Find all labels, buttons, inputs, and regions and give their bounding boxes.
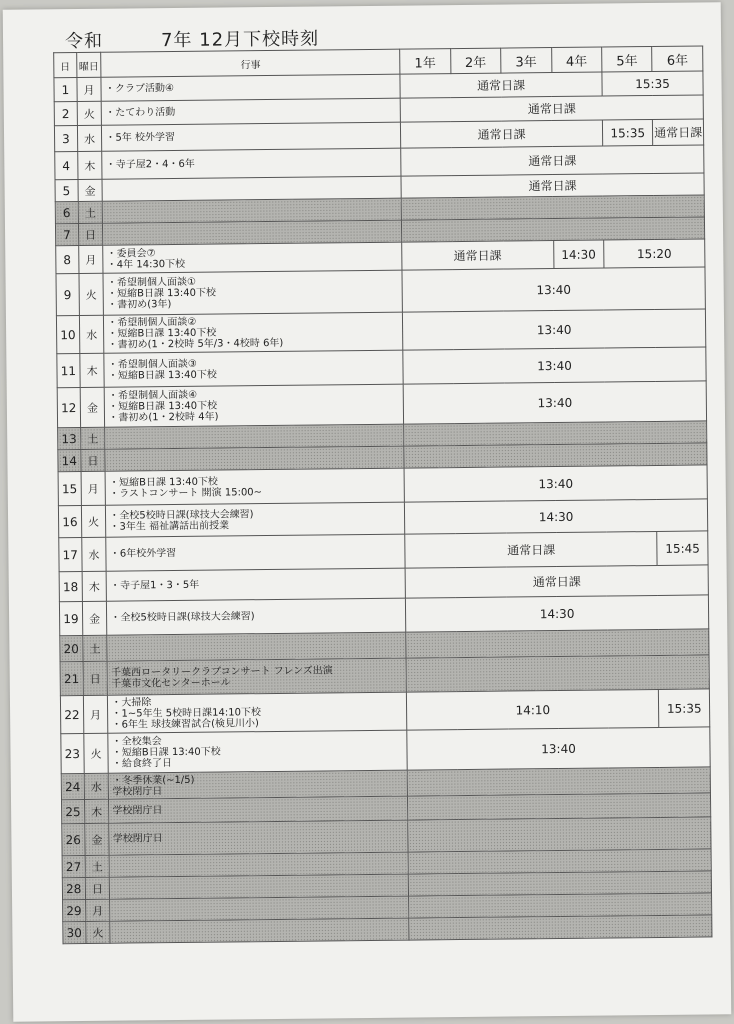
header-events: 行事: [101, 49, 400, 77]
event-line: ・全校5校時日課(球技大会練習): [109, 508, 254, 522]
dismissal-time-cell: [401, 195, 704, 220]
events-cell: [109, 820, 408, 855]
schedule-body: [54, 71, 712, 944]
dismissal-time-cell: 13:40: [403, 381, 706, 424]
dismissal-time-cell: 13:40: [404, 465, 707, 502]
event-line: [109, 435, 404, 438]
dismissal-time-cell: 15:20: [604, 239, 705, 268]
dismissal-time-cell: [409, 893, 712, 918]
weekday-cell: 月: [85, 899, 110, 921]
events-cell: [106, 534, 405, 571]
dismissal-time-cell: 13:40: [403, 309, 706, 350]
events-cell: [107, 658, 406, 695]
header-grade-2: 2年: [450, 48, 501, 74]
header-day: 日: [54, 53, 77, 78]
day-cell: 11: [57, 354, 80, 388]
day-cell: 13: [58, 427, 81, 449]
day-cell: 20: [60, 635, 83, 661]
day-cell: 14: [58, 449, 81, 471]
dismissal-time-cell: 13:40: [402, 267, 705, 312]
dismissal-time-cell: [406, 655, 709, 692]
dismissal-time-cell: 通常日課: [405, 565, 708, 598]
weekday-cell: 月: [77, 77, 102, 101]
event-line: ・6年校外学習: [109, 548, 177, 560]
event-line: ・寺子屋1・3・5年: [110, 579, 200, 592]
events-cell: [103, 220, 402, 245]
event-line: [106, 209, 401, 212]
dismissal-time-cell: 通常日課: [401, 120, 603, 148]
header-weekday: 曜日: [76, 52, 101, 77]
event-line: ・ラストコンサート 開演 15:00~: [109, 486, 263, 500]
dismissal-time-cell: 14:30: [406, 595, 709, 632]
event-line: [114, 929, 409, 932]
events-cell: [101, 74, 400, 101]
header-grade-5: 5年: [602, 46, 653, 72]
event-line: ・委員会⑦: [106, 247, 156, 260]
day-cell: 6: [55, 202, 78, 224]
events-cell: [102, 176, 401, 201]
dismissal-time-cell: 14:30: [405, 499, 708, 534]
event-line: ・書初め(1・2校時 4年): [108, 411, 219, 424]
events-cell: [108, 692, 407, 733]
event-line: ・希望制個人面談②: [107, 316, 197, 329]
event-line: ・寺子屋2・4・6年: [105, 158, 195, 171]
events-cell: [110, 918, 409, 943]
event-line: ・短縮B日課 13:40下校: [107, 327, 217, 340]
day-cell: 19: [59, 601, 82, 635]
events-cell: [105, 424, 404, 449]
day-cell: 2: [54, 102, 77, 126]
event-line: [106, 231, 401, 234]
day-cell: 10: [56, 316, 79, 354]
event-line: 学校閉庁日: [112, 785, 163, 798]
events-cell: [109, 770, 408, 799]
dismissal-time-cell: 15:45: [657, 531, 708, 566]
header-grade-6: 6年: [652, 46, 703, 72]
weekday-cell: 木: [77, 151, 102, 179]
day-cell: 30: [63, 921, 86, 943]
event-line: ・6年生 球技練習試合(検見川小): [111, 718, 259, 731]
weekday-cell: 日: [78, 223, 103, 245]
event-line: ・大掃除: [111, 697, 152, 709]
dismissal-time-cell: [407, 767, 710, 796]
weekday-cell: 日: [83, 661, 108, 695]
event-line: ・5年 校外学習: [105, 131, 176, 144]
events-cell: [107, 598, 406, 635]
dismissal-time-cell: [408, 793, 711, 820]
table-row: [61, 727, 710, 774]
event-line: ・短縮B日課 13:40下校: [108, 400, 218, 413]
header-grade-4: 4年: [551, 47, 602, 73]
day-cell: 4: [55, 152, 78, 180]
day-cell: 12: [57, 388, 80, 428]
event-line: 学校閉庁日: [112, 805, 163, 817]
weekday-cell: 火: [79, 273, 104, 315]
events-cell: [109, 796, 408, 823]
day-cell: 15: [58, 471, 81, 505]
weekday-cell: 木: [82, 571, 107, 601]
events-cell: [102, 122, 401, 151]
dismissal-time-cell: 通常日課: [402, 241, 554, 271]
day-cell: 29: [63, 899, 86, 921]
weekday-cell: 土: [82, 635, 107, 661]
dismissal-time-cell: 通常日課: [400, 72, 602, 98]
day-cell: 22: [60, 695, 83, 733]
events-cell: [104, 312, 403, 353]
event-line: ・3年生 福祉講話出前授業: [109, 519, 230, 533]
event-line: ・給食終了日: [111, 758, 173, 770]
weekday-cell: 水: [79, 315, 104, 353]
events-cell: [105, 446, 404, 471]
day-cell: 16: [58, 505, 81, 537]
event-line: ・たてわり活動: [105, 106, 176, 119]
day-cell: 21: [60, 661, 83, 695]
events-cell: [103, 242, 402, 273]
weekday-cell: 火: [85, 921, 110, 943]
event-line: ・希望制個人面談④: [108, 389, 198, 402]
event-line: [114, 907, 409, 910]
event-line: ・全校5校時日課(球技大会練習): [110, 611, 255, 624]
weekday-cell: 水: [84, 773, 109, 799]
dismissal-time-cell: 通常日課: [401, 173, 704, 198]
events-cell: [108, 730, 407, 773]
event-line: [111, 645, 406, 648]
day-cell: 27: [62, 855, 85, 877]
weekday-cell: 火: [81, 505, 106, 537]
dismissal-time-cell: 15:35: [659, 689, 710, 728]
dismissal-time-cell: 通常日課: [653, 119, 704, 146]
weekday-cell: 火: [83, 733, 108, 773]
event-line: [113, 885, 408, 888]
dismissal-time-cell: 13:40: [407, 727, 710, 770]
events-cell: [103, 198, 402, 223]
event-line: ・書初め(1・2校時 5年/3・4校時 6年): [107, 337, 284, 351]
dismissal-time-cell: 13:40: [403, 347, 706, 384]
weekday-cell: 金: [84, 823, 109, 855]
day-cell: 23: [61, 733, 84, 773]
event-line: ・クラブ活動④: [104, 82, 174, 95]
weekday-cell: 月: [78, 245, 103, 273]
event-line: ・冬季休業(~1/5): [112, 774, 195, 787]
dismissal-time-cell: [402, 217, 705, 242]
day-cell: 28: [62, 877, 85, 899]
events-cell: [107, 632, 406, 661]
weekday-cell: 木: [79, 353, 104, 387]
weekday-cell: 月: [81, 471, 106, 505]
weekday-cell: 木: [84, 799, 109, 823]
day-cell: 18: [59, 571, 82, 601]
day-cell: 17: [59, 537, 82, 571]
events-cell: [110, 874, 409, 899]
event-line: 千葉西ロータリークラブコンサート フレンズ出演: [110, 664, 333, 679]
event-line: [113, 863, 408, 866]
events-cell: [110, 896, 409, 921]
header-grade-1: 1年: [400, 49, 451, 75]
event-line: ・短縮B日課 13:40下校: [107, 369, 217, 382]
dismissal-time-cell: 通常日課: [401, 145, 704, 176]
page-title: [65, 24, 319, 53]
title-era: 令和: [64, 30, 104, 53]
weekday-cell: 金: [82, 601, 107, 635]
day-cell: 25: [61, 799, 84, 823]
day-cell: 1: [54, 78, 77, 102]
events-cell: [106, 502, 405, 537]
dismissal-time-cell: [406, 629, 709, 658]
weekday-cell: 月: [83, 695, 108, 733]
day-cell: 9: [56, 274, 79, 316]
weekday-cell: 水: [81, 537, 106, 571]
weekday-cell: 土: [78, 201, 103, 223]
events-cell: [102, 98, 401, 125]
title-main: 7年 12月下校時刻: [160, 28, 320, 52]
event-line: 学校閉庁日: [112, 833, 163, 845]
weekday-cell: 土: [80, 427, 105, 449]
weekday-cell: 金: [78, 179, 103, 201]
dismissal-time-cell: [404, 443, 707, 468]
event-line: ・短縮B日課 13:40下校: [108, 476, 218, 489]
weekday-cell: 水: [77, 125, 102, 151]
event-line: ・希望制個人面談①: [106, 276, 196, 289]
events-cell: [102, 148, 401, 179]
event-line: [109, 457, 404, 460]
event-line: ・書初め(3年): [107, 299, 172, 311]
dismissal-time-cell: 15:35: [602, 119, 653, 146]
dismissal-time-cell: 通常日課: [400, 95, 703, 122]
event-line: ・4年 14:30下校: [106, 258, 186, 271]
events-cell: [105, 468, 404, 505]
day-cell: 26: [62, 823, 85, 855]
event-line: ・短縮B日課 13:40下校: [107, 287, 216, 300]
day-cell: 8: [56, 246, 79, 274]
event-line: ・短縮B日課 13:40下校: [111, 746, 221, 759]
day-cell: 5: [55, 180, 78, 202]
weekday-cell: 金: [80, 387, 105, 427]
events-cell: [105, 384, 404, 427]
table-row: [57, 381, 706, 428]
event-line: [106, 187, 401, 190]
weekday-cell: 日: [80, 449, 105, 471]
events-cell: [103, 270, 402, 315]
day-cell: 7: [55, 224, 78, 246]
header-grade-3: 3年: [501, 48, 552, 74]
weekday-cell: 土: [85, 855, 110, 877]
dismissal-time-cell: [408, 817, 711, 852]
day-cell: 24: [61, 773, 84, 799]
event-line: ・全校集会: [111, 736, 162, 748]
weekday-cell: 火: [77, 101, 102, 125]
dismissal-time-cell: 14:30: [553, 240, 604, 269]
dismissal-time-cell: [408, 871, 711, 896]
day-cell: 3: [54, 126, 77, 152]
schedule-sheet: [3, 2, 732, 1021]
dismissal-time-cell: [408, 849, 711, 874]
table-row: [56, 267, 705, 316]
events-cell: [106, 568, 405, 601]
events-cell: [109, 852, 408, 877]
weekday-cell: 日: [85, 877, 110, 899]
event-line: 千葉市文化センターホール: [111, 676, 231, 690]
dismissal-time-cell: 15:35: [602, 71, 703, 96]
schedule-table: [53, 45, 712, 944]
event-line: ・希望制個人面談③: [107, 358, 197, 371]
event-line: ・1~5年生 5校時日課14:10下校: [111, 707, 261, 720]
dismissal-time-cell: [404, 421, 707, 446]
dismissal-time-cell: 14:10: [406, 689, 659, 730]
dismissal-time-cell: [409, 915, 712, 940]
dismissal-time-cell: 通常日課: [405, 531, 658, 568]
events-cell: [104, 350, 403, 387]
